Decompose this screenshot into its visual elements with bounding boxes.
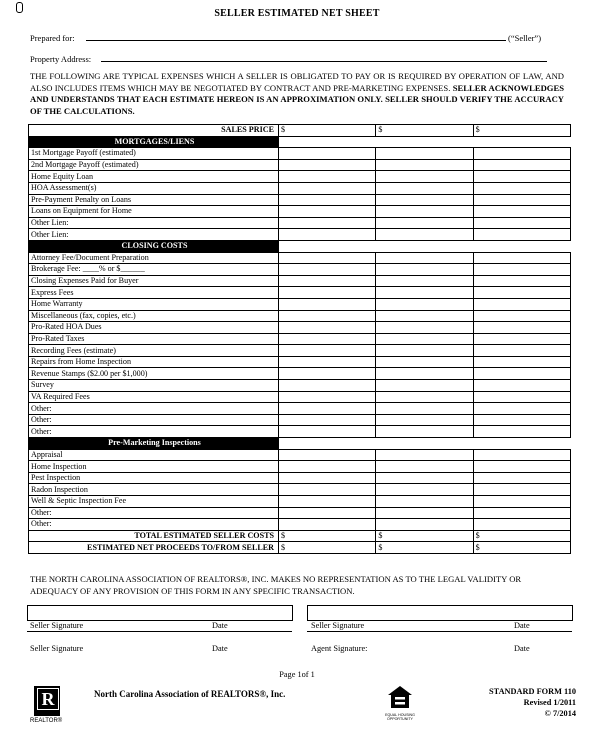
amount-cell-col1[interactable] [279,217,376,229]
seller-signature-label-2: Seller Signature [311,621,365,630]
amount-cell-col1[interactable] [279,322,376,334]
amount-cell-col1[interactable] [279,356,376,368]
date-label-1: Date [212,621,228,630]
table-row [29,507,571,519]
net-proceeds-label: ESTIMATED NET PROCEEDS TO/FROM SELLER [29,542,279,554]
row-label: Radon Inspection [29,484,279,496]
amount-cell-col1[interactable] [279,403,376,415]
amount-cell-col1[interactable] [279,229,376,241]
row-label: 1st Mortgage Payoff (estimated) [29,148,279,160]
form-copyright: © 7/2014 [544,709,576,718]
row-label: Other: [29,507,279,519]
table-row [29,298,571,310]
amount-cell-col1[interactable] [279,507,376,519]
section-header-spacer [279,438,376,450]
amount-cell-col1[interactable] [279,264,376,276]
amount-cell-col1[interactable] [279,171,376,183]
amount-cell-col3[interactable] [473,368,570,380]
total-costs-label: TOTAL ESTIMATED SELLER COSTS [29,530,279,542]
row-label: Attorney Fee/Document Preparation [29,252,279,264]
amount-cell-col1[interactable] [279,391,376,403]
table-row [29,380,571,392]
sales-price-col3[interactable]: $ [473,125,570,137]
row-label: Other Lien: [29,229,279,241]
amount-cell-col3[interactable] [473,264,570,276]
amount-cell-col1[interactable] [279,496,376,508]
amount-cell-col3[interactable] [473,507,570,519]
amount-cell-col3[interactable] [473,380,570,392]
row-label: Brokerage Fee: ____% or $______ [29,264,279,276]
seller-tag: (“Seller”) [508,33,542,43]
amount-cell-col2[interactable] [376,356,473,368]
section-header-spacer [279,136,376,148]
section-header-spacer [473,438,570,450]
intro-text-part1: THE FOLLOWING ARE TYPICAL EXPENSES WHICH A SELLER IS OBLIGATED TO PAY OR IS REQUIRED BY OPERATION OF LAW, AND ALSO INCLUDES ITEMS WHICH MAY BE NEGOTIATED BY CONTRACT AND PRE-MARKETING EXPENSES. [30,71,564,93]
seller-signature-box-2[interactable] [307,605,573,621]
net-proceeds-col3[interactable]: $ [473,542,570,554]
amount-cell-col2[interactable] [376,148,473,160]
date-label-2: Date [514,621,530,630]
amount-cell-col2[interactable] [376,287,473,299]
form-title: SELLER ESTIMATED NET SHEET [214,8,380,19]
prepared-for-field[interactable] [86,31,506,41]
table-row [29,252,571,264]
amount-cell-col1[interactable] [279,206,376,218]
net-sheet-table [28,124,571,554]
row-label: Other Lien: [29,217,279,229]
amount-cell-col2[interactable] [376,519,473,531]
section-header-spacer [376,438,473,450]
row-label: Other: [29,426,279,438]
amount-cell-col1[interactable] [279,484,376,496]
table-row [29,356,571,368]
amount-cell-col2[interactable] [376,449,473,461]
row-label: Repairs from Home Inspection [29,356,279,368]
section-header-spacer [376,240,473,252]
total-costs-col3[interactable]: $ [473,530,570,542]
row-label: Miscellaneous (fax, copies, etc.) [29,310,279,322]
sales-price-row [29,125,571,137]
amount-cell-col1[interactable] [279,252,376,264]
amount-cell-col2[interactable] [376,217,473,229]
table-row [29,333,571,345]
row-label: VA Required Fees [29,391,279,403]
amount-cell-col2[interactable] [376,403,473,415]
section-title-premarketing: Pre-Marketing Inspections [29,438,279,450]
amount-cell-col3[interactable] [473,519,570,531]
amount-cell-col3[interactable] [473,206,570,218]
table-row [29,449,571,461]
amount-cell-col3[interactable] [473,391,570,403]
amount-cell-col2[interactable] [376,159,473,171]
total-costs-col2[interactable]: $ [376,530,473,542]
amount-cell-col3[interactable] [473,275,570,287]
table-row [29,171,571,183]
amount-cell-col3[interactable] [473,287,570,299]
section-header-mortgages [29,136,571,148]
section-header-spacer [279,240,376,252]
association-name: North Carolina Association of REALTORS®, Inc. [94,689,286,699]
amount-cell-col3[interactable] [473,217,570,229]
amount-cell-col2[interactable] [376,426,473,438]
row-label: Closing Expenses Paid for Buyer [29,275,279,287]
amount-cell-col1[interactable] [279,148,376,160]
amount-cell-col1[interactable] [279,426,376,438]
seller-signature-box-1[interactable] [27,605,293,621]
amount-cell-col3[interactable] [473,171,570,183]
table-row [29,287,571,299]
row-label: Well & Septic Inspection Fee [29,496,279,508]
amount-cell-col2[interactable] [376,194,473,206]
amount-cell-col3[interactable] [473,461,570,473]
amount-cell-col2[interactable] [376,368,473,380]
amount-cell-col3[interactable] [473,356,570,368]
row-label: Home Inspection [29,461,279,473]
amount-cell-col3[interactable] [473,414,570,426]
row-label: Other: [29,414,279,426]
row-label: Revenue Stamps ($2.00 per $1,000) [29,368,279,380]
row-label: Other: [29,519,279,531]
amount-cell-col2[interactable] [376,322,473,334]
net-proceeds-col1[interactable]: $ [279,542,376,554]
page-number: Page 1of 1 [279,670,315,679]
amount-cell-col2[interactable] [376,333,473,345]
amount-cell-col2[interactable] [376,206,473,218]
amount-cell-col1[interactable] [279,194,376,206]
amount-cell-col1[interactable] [279,159,376,171]
equal-housing-text: EQUAL HOUSING OPPORTUNITY [385,713,415,721]
section-header-spacer [473,240,570,252]
amount-cell-col3[interactable] [473,322,570,334]
row-label: 2nd Mortgage Payoff (estimated) [29,159,279,171]
row-label: Home Warranty [29,298,279,310]
amount-cell-col3[interactable] [473,310,570,322]
amount-cell-col1[interactable] [279,449,376,461]
amount-cell-col2[interactable] [376,414,473,426]
table-row [29,206,571,218]
prepared-for-label: Prepared for: [30,33,75,43]
row-label: Recording Fees (estimate) [29,345,279,357]
amount-cell-col1[interactable] [279,368,376,380]
amount-cell-col3[interactable] [473,484,570,496]
amount-cell-col2[interactable] [376,507,473,519]
amount-cell-col2[interactable] [376,298,473,310]
seller-signature-label-3: Seller Signature [30,644,84,653]
date-label-4: Date [514,644,530,653]
amount-cell-col2[interactable] [376,252,473,264]
intro-paragraph [30,71,564,117]
property-address-label: Property Address: [30,54,92,64]
amount-cell-col3[interactable] [473,182,570,194]
amount-cell-col2[interactable] [376,275,473,287]
amount-cell-col1[interactable] [279,472,376,484]
amount-cell-col1[interactable] [279,298,376,310]
amount-cell-col3[interactable] [473,148,570,160]
row-label: Survey [29,380,279,392]
signature-line-2 [307,631,572,632]
amount-cell-col2[interactable] [376,391,473,403]
amount-cell-col2[interactable] [376,345,473,357]
net-proceeds-row [29,542,571,554]
form-revised: Revised 1/2011 [523,698,576,707]
table-row [29,403,571,415]
amount-cell-col2[interactable] [376,264,473,276]
amount-cell-col2[interactable] [376,310,473,322]
amount-cell-col3[interactable] [473,449,570,461]
table-row [29,264,571,276]
table-row [29,391,571,403]
net-proceeds-col2[interactable]: $ [376,542,473,554]
row-label: Other: [29,403,279,415]
amount-cell-col2[interactable] [376,472,473,484]
sales-price-col2[interactable]: $ [376,125,473,137]
realtor-logo-text: REALTOR® [30,718,63,724]
amount-cell-col3[interactable] [473,252,570,264]
form-info [440,686,576,719]
sales-price-col1[interactable]: $ [279,125,376,137]
table-row [29,368,571,380]
row-label: Express Fees [29,287,279,299]
signature-line-1 [27,631,292,632]
row-label: Pro-Rated Taxes [29,333,279,345]
amount-cell-col3[interactable] [473,496,570,508]
table-row [29,426,571,438]
row-label: HOA Assessment(s) [29,182,279,194]
table-row [29,310,571,322]
total-costs-row [29,530,571,542]
row-label: Home Equity Loan [29,171,279,183]
table-row [29,461,571,473]
amount-cell-col2[interactable] [376,484,473,496]
amount-cell-col3[interactable] [473,403,570,415]
amount-cell-col3[interactable] [473,194,570,206]
table-row [29,182,571,194]
section-title-mortgages: MORTGAGES/LIENS [29,136,279,148]
amount-cell-col1[interactable] [279,310,376,322]
amount-cell-col3[interactable] [473,426,570,438]
amount-cell-col3[interactable] [473,333,570,345]
row-label: Loans on Equipment for Home [29,206,279,218]
amount-cell-col2[interactable] [376,182,473,194]
date-label-3: Date [212,644,228,653]
amount-cell-col2[interactable] [376,229,473,241]
table-row [29,217,571,229]
intro-text-part2: SELLER ACKNOWLEDGES AND UNDERSTANDS THAT EACH ESTIMATE HEREON IS AN APPROXIMATION ONLY. SELLER SHOULD VERIFY THE ACCURACY OF THE CALCULATIONS. [30,82,564,116]
amount-cell-col3[interactable] [473,229,570,241]
table-row [29,484,571,496]
amount-cell-col1[interactable] [279,275,376,287]
amount-cell-col2[interactable] [376,171,473,183]
section-header-spacer [376,136,473,148]
amount-cell-col2[interactable] [376,496,473,508]
amount-cell-col1[interactable] [279,414,376,426]
property-address-field[interactable] [101,52,547,62]
seller-signature-label-1: Seller Signature [30,621,84,630]
amount-cell-col3[interactable] [473,345,570,357]
amount-cell-col1[interactable] [279,182,376,194]
table-row [29,159,571,171]
form-number: STANDARD FORM 110 [489,687,576,696]
section-title-closing: CLOSING COSTS [29,240,279,252]
row-label: Pro-Rated HOA Dues [29,322,279,334]
row-label: Appraisal [29,449,279,461]
amount-cell-col3[interactable] [473,472,570,484]
table-row [29,148,571,160]
amount-cell-col3[interactable] [473,298,570,310]
amount-cell-col2[interactable] [376,380,473,392]
total-costs-col1[interactable]: $ [279,530,376,542]
table-row [29,229,571,241]
equal-housing-icon [386,684,414,712]
amount-cell-col2[interactable] [376,461,473,473]
amount-cell-col1[interactable] [279,287,376,299]
disclaimer-text: THE NORTH CAROLINA ASSOCIATION OF REALTORS®, INC. MAKES NO REPRESENTATION AS TO THE LEGAL VALIDITY OR ADEQUACY OF ANY PROVISION OF THIS FORM IN ANY SPECIFIC TRANSACTION. [30,574,522,596]
amount-cell-col1[interactable] [279,380,376,392]
sales-price-label: SALES PRICE [29,125,279,137]
table-row [29,322,571,334]
table-row [29,496,571,508]
agent-signature-label: Agent Signature: [311,644,368,653]
section-header-premarketing [29,438,571,450]
table-row [29,519,571,531]
amount-cell-col1[interactable] [279,333,376,345]
table-row [29,194,571,206]
amount-cell-col1[interactable] [279,461,376,473]
table-row [29,414,571,426]
table-row [29,345,571,357]
table-row [29,275,571,287]
table-row [29,472,571,484]
section-header-closing [29,240,571,252]
row-label: Pest Inspection [29,472,279,484]
amount-cell-col1[interactable] [279,519,376,531]
amount-cell-col3[interactable] [473,159,570,171]
realtor-logo-icon: R [34,686,60,716]
row-label: Pre-Payment Penalty on Loans [29,194,279,206]
amount-cell-col1[interactable] [279,345,376,357]
section-header-spacer [473,136,570,148]
